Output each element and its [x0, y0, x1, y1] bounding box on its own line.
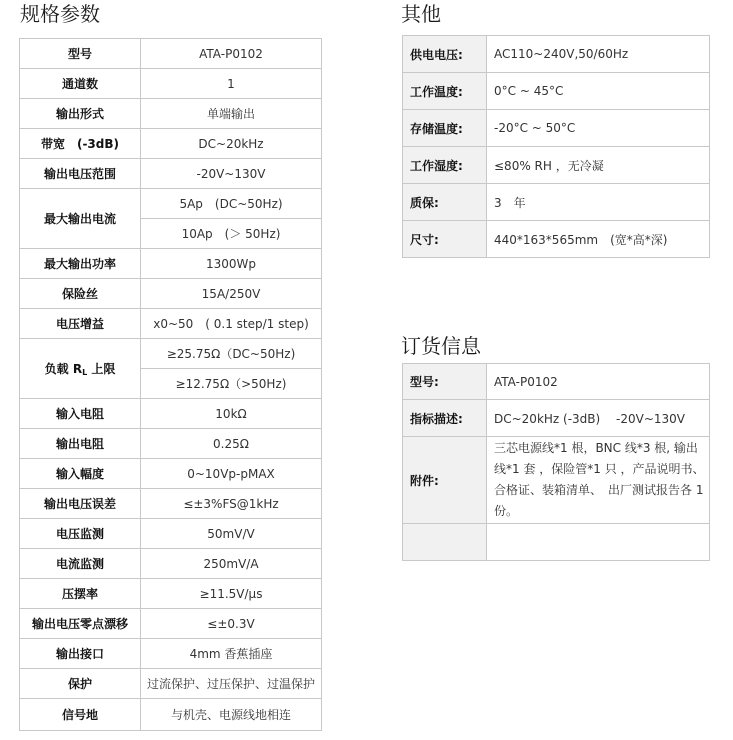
- spec-label: 通道数: [20, 69, 141, 99]
- other-value: 3 年: [487, 184, 710, 221]
- order-value: DC~20kHz (-3dB) -20V~130V: [487, 400, 710, 437]
- spec-value: 单端输出: [141, 99, 322, 129]
- spec-value: 0~10Vp-pMAX: [141, 459, 322, 489]
- order-value-accessories: 三芯电源线*1 根，BNC 线*3 根, 输出线*1 套 ，保险管*1 只 ，产品说明书、合格证、装箱清单、 出厂测试报告各 1 份。: [487, 437, 710, 524]
- spec-value: ≤±0.3V: [141, 609, 322, 639]
- other-label: 质保:: [403, 184, 487, 221]
- table-row: [20, 429, 322, 459]
- table-row: [403, 110, 710, 147]
- table-row: [403, 147, 710, 184]
- table-row: [20, 249, 322, 279]
- order-table: [402, 363, 710, 561]
- spec-value: DC~20kHz: [141, 129, 322, 159]
- spec-label: 压摆率: [20, 579, 141, 609]
- table-row: [403, 437, 710, 524]
- other-value: 440*163*565mm (宽*高*深): [487, 221, 710, 258]
- order-label: 附件:: [403, 437, 487, 524]
- other-table: [402, 35, 710, 258]
- table-row: [20, 399, 322, 429]
- spec-value: 50mV/V: [141, 519, 322, 549]
- spec-value: 10kΩ: [141, 399, 322, 429]
- table-row: [20, 669, 322, 699]
- other-label: 工作温度:: [403, 73, 487, 110]
- spec-value: ≥25.75Ω（DC~50Hz): [141, 339, 322, 369]
- order-label: 型号:: [403, 364, 487, 400]
- other-value: AC110~240V,50/60Hz: [487, 36, 710, 73]
- spec-section-title: 规格参数: [20, 2, 100, 26]
- spec-value: 与机壳、电源线地相连: [141, 699, 322, 731]
- spec-value: ATA-P0102: [141, 39, 322, 69]
- spec-value: ≥11.5V/μs: [141, 579, 322, 609]
- table-row: [20, 99, 322, 129]
- other-label: 存储温度:: [403, 110, 487, 147]
- other-section-title: 其他: [401, 2, 441, 26]
- table-row: [20, 39, 322, 69]
- other-label: 工作湿度:: [403, 147, 487, 184]
- load-label-suffix: 上限: [87, 362, 116, 376]
- spec-value: 250mV/A: [141, 549, 322, 579]
- spec-label: 信号地: [20, 699, 141, 731]
- table-row: [403, 400, 710, 437]
- spec-label: 输出形式: [20, 99, 141, 129]
- spec-label: 保护: [20, 669, 141, 699]
- spec-value: 5Ap (DC~50Hz): [141, 189, 322, 219]
- table-row: [20, 309, 322, 339]
- spec-value: 0.25Ω: [141, 429, 322, 459]
- order-value: ATA-P0102: [487, 364, 710, 400]
- table-row: [20, 69, 322, 99]
- table-row: [20, 129, 322, 159]
- table-row: [20, 279, 322, 309]
- table-row: [403, 364, 710, 400]
- other-value: 0°C ~ 45°C: [487, 73, 710, 110]
- table-row: [20, 519, 322, 549]
- spec-value: x0~50 ( 0.1 step/1 step): [141, 309, 322, 339]
- table-row: [20, 699, 322, 731]
- table-row: [20, 609, 322, 639]
- spec-value: ≥12.75Ω（>50Hz): [141, 369, 322, 399]
- table-row: [20, 339, 322, 369]
- spec-label: 最大输出功率: [20, 249, 141, 279]
- table-row: [403, 524, 710, 561]
- other-value: ≤80% RH ，无冷凝: [487, 147, 710, 184]
- spec-value: 4mm 香蕉插座: [141, 639, 322, 669]
- table-row: [20, 579, 322, 609]
- spec-label-load-limit: [20, 339, 141, 399]
- table-row: [403, 221, 710, 258]
- order-label: [403, 524, 487, 561]
- spec-value: 过流保护、过压保护、过温保护: [141, 669, 322, 699]
- spec-label: 电流监测: [20, 549, 141, 579]
- load-label-subscript: L: [82, 368, 88, 377]
- table-row: [20, 639, 322, 669]
- table-row: [403, 184, 710, 221]
- table-row: [20, 549, 322, 579]
- spec-label: 输出电压误差: [20, 489, 141, 519]
- spec-table: [19, 38, 322, 731]
- spec-label: 输入幅度: [20, 459, 141, 489]
- spec-label: 输入电阻: [20, 399, 141, 429]
- spec-value: 15A/250V: [141, 279, 322, 309]
- spec-value: 1300Wp: [141, 249, 322, 279]
- spec-value: ≤±3%FS@1kHz: [141, 489, 322, 519]
- table-row: [20, 159, 322, 189]
- spec-value: 10Ap (＞ 50Hz): [141, 219, 322, 249]
- spec-label: 电压增益: [20, 309, 141, 339]
- other-value: -20°C ~ 50°C: [487, 110, 710, 147]
- spec-label: 电压监测: [20, 519, 141, 549]
- spec-label: 型号: [20, 39, 141, 69]
- order-label: 指标描述:: [403, 400, 487, 437]
- table-row: [403, 36, 710, 73]
- spec-label: 输出电压零点漂移: [20, 609, 141, 639]
- other-label: 尺寸:: [403, 221, 487, 258]
- table-row: [20, 189, 322, 219]
- spec-label: 最大输出电流: [20, 189, 141, 249]
- table-row: [20, 489, 322, 519]
- order-section-title: 订货信息: [401, 334, 481, 358]
- spec-label: 输出电阻: [20, 429, 141, 459]
- spec-value: -20V~130V: [141, 159, 322, 189]
- table-row: [20, 459, 322, 489]
- order-value: [487, 524, 710, 561]
- spec-label: 输出电压范围: [20, 159, 141, 189]
- spec-label: 保险丝: [20, 279, 141, 309]
- table-row: [403, 73, 710, 110]
- other-label: 供电电压:: [403, 36, 487, 73]
- spec-label: 带宽 (-3dB): [20, 129, 141, 159]
- spec-value: 1: [141, 69, 322, 99]
- load-label-text: 负载 R: [44, 362, 83, 376]
- spec-label: 输出接口: [20, 639, 141, 669]
